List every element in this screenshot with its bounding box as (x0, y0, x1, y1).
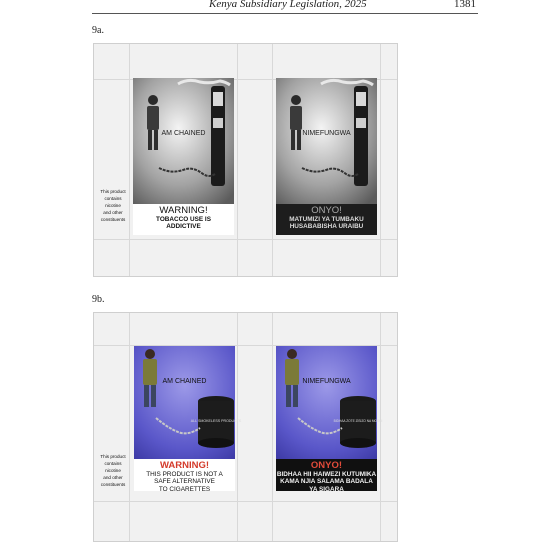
warning-line: TO CIGARETTES (158, 485, 211, 493)
health-warning-card-english (133, 78, 234, 235)
figure-label: 9a. (92, 25, 104, 36)
health-warning-card-kiswahili (276, 78, 377, 235)
drum-label: ALL SMOKELESS PRODUCTS (190, 419, 242, 423)
warning-image (276, 78, 377, 204)
image-caption: NIMEFUNGWA (302, 378, 351, 385)
pack-layout-9b (93, 312, 398, 542)
warning-image (276, 346, 383, 459)
side-panel-text: This product contains nicotine and other constituents (100, 189, 126, 222)
page-header (92, 0, 478, 14)
warning-text-block (134, 459, 235, 491)
page-number: 1381 (454, 0, 476, 10)
warning-text-block (276, 459, 377, 491)
image-caption: AM CHAINED (162, 378, 207, 385)
health-warning-card-english (134, 346, 242, 493)
warning-line: YA SIGARA (309, 485, 344, 493)
warning-text-block (276, 204, 377, 235)
warning-title: WARNING! (159, 205, 208, 216)
warning-line: ADDICTIVE (166, 223, 201, 231)
image-caption: NIMEFUNGWA (302, 130, 351, 137)
warning-title: ONYO! (310, 460, 343, 471)
health-warning-card-kiswahili (276, 346, 383, 493)
warning-title: WARNING! (159, 460, 210, 471)
warning-line: KAMA NJIA SALAMA BADALA (280, 478, 373, 486)
image-caption: AM CHAINED (161, 130, 206, 137)
warning-image (134, 346, 242, 459)
drum-label: BIDHAA ZOTE ZISIZO NA MOSHI (333, 419, 383, 423)
warning-line: TOBACCO USE IS (156, 216, 211, 223)
warning-text-block (133, 204, 234, 235)
warning-line: BIDHAA HII HAIWEZI KUTUMIKA (276, 471, 377, 478)
warning-line: MATUMIZI YA TUMBAKU (289, 216, 364, 223)
side-panel-text: This product contains nicotine and other constituents (100, 454, 126, 487)
warning-image (133, 78, 234, 204)
warning-line: SAFE ALTERNATIVE (154, 478, 215, 486)
warning-line: THIS PRODUCT IS NOT A (146, 471, 223, 478)
warning-line: HUSABABISHA URAIBU (289, 223, 364, 231)
warning-title: ONYO! (311, 205, 342, 216)
figure-label: 9b. (92, 294, 105, 305)
running-title: Kenya Subsidiary Legislation, 2025 (209, 0, 367, 10)
pack-layout-9a (93, 43, 398, 277)
